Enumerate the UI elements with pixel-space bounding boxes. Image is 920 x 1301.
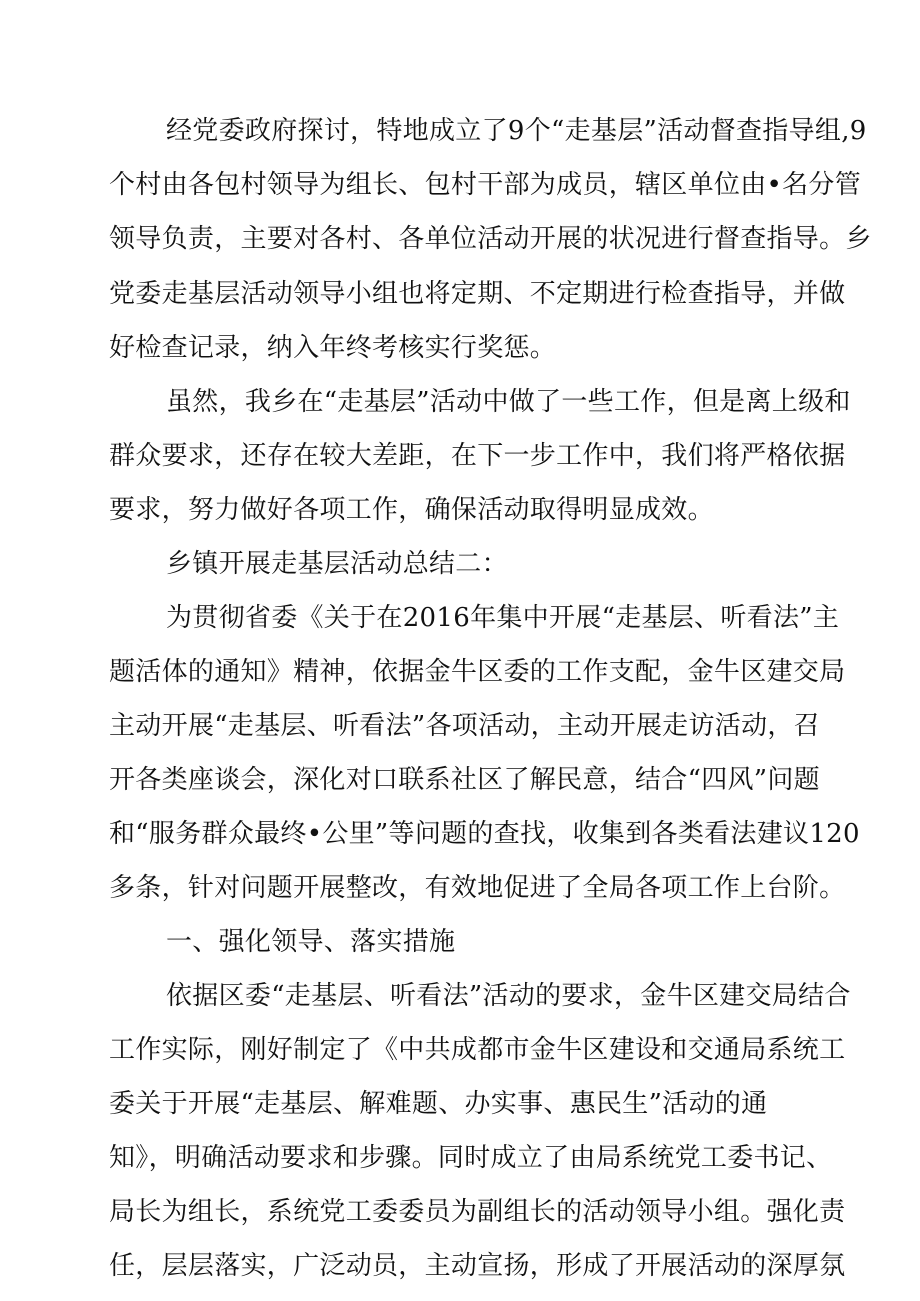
paragraph-2-line-3: 要求，努力做好各项工作，确保活动取得明显成效。: [109, 495, 714, 525]
paragraph-3-line-3: 主动开展“走基层、听看法”各项活动，主动开展走访活动，召: [109, 711, 820, 741]
paragraph-1-line-1: 经党委政府探讨，特地成立了9个“走基层”活动督查指导组,9: [166, 116, 867, 146]
paragraph-3-line-2: 题活体的通知》精神，依据金牛区委的工作支配，金牛区建交局: [109, 657, 846, 687]
paragraph-1-line-4: 党委走基层活动领导小组也将定期、不定期进行检查指导，并做: [109, 279, 846, 309]
paragraph-4-line-4: 知》，明确活动要求和步骤。同时成立了由局系统党工委书记、: [109, 1143, 833, 1173]
paragraph-4-line-5: 局长为组长，系统党工委委员为副组长的活动领导小组。强化责: [109, 1197, 846, 1227]
paragraph-3-line-6: 多条，针对问题开展整改，有效地促进了全局各项工作上台阶。: [109, 873, 846, 903]
paragraph-4-line-2: 工作实际，刚好制定了《中共成都市金牛区建设和交通局系统工: [109, 1035, 846, 1065]
section-heading-strengthen-leadership: 一、强化领导、落实措施: [166, 927, 456, 957]
paragraph-4-line-6: 任，层层落实，广泛动员，主动宣扬，形成了开展活动的深厚氛: [109, 1251, 846, 1281]
section-heading-summary-two: 乡镇开展走基层活动总结二：: [166, 549, 508, 579]
paragraph-3-line-4: 开各类座谈会，深化对口联系社区了解民意，结合“四风”问题: [109, 765, 820, 795]
paragraph-1-line-2: 个村由各包村领导为组长、包村干部为成员，辖区单位由•名分管: [109, 170, 862, 200]
paragraph-1-line-3: 领导负责，主要对各村、各单位活动开展的状况进行督查指导。乡: [109, 224, 872, 254]
paragraph-4-line-1: 依据区委“走基层、听看法”活动的要求，金牛区建交局结合: [166, 981, 851, 1011]
paragraph-2-line-1: 虽然，我乡在“走基层”活动中做了一些工作，但是离上级和: [166, 387, 851, 417]
paragraph-3-line-5: 和“服务群众最终•公里”等问题的查找，收集到各类看法建议120: [109, 819, 860, 849]
paragraph-1-line-5: 好检查记录，纳入年终考核实行奖惩。: [109, 333, 557, 363]
paragraph-3-line-1: 为贯彻省委《关于在2016年集中开展“走基层、听看法”主: [166, 603, 840, 633]
paragraph-2-line-2: 群众要求，还存在较大差距，在下一步工作中，我们将严格依据: [109, 441, 846, 471]
paragraph-4-line-3: 委关于开展“走基层、解难题、办实事、惠民生”活动的通: [109, 1089, 768, 1119]
